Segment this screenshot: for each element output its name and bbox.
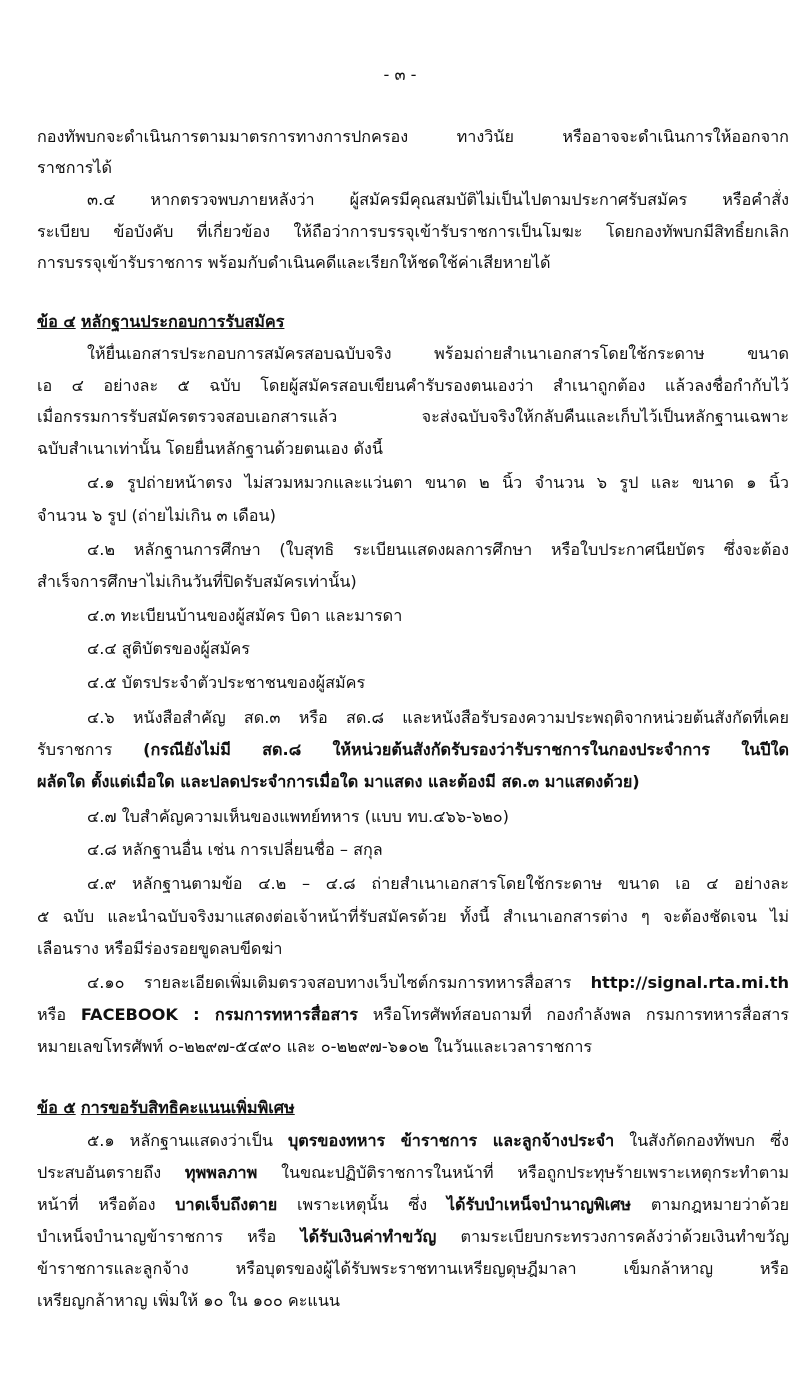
section-5-heading (37, 1097, 789, 1123)
paragraph-line: ให้ยื่นเอกสารประกอบการสมัครสอบฉบับจริง พร้อมถ่ายสำเนาเอกสารโดยใช้กระดาษ ขนาด (87, 344, 789, 363)
list-item-4-3: ๔.๓ ทะเบียนบ้านของผู้สมัคร บิดา และมารดา (87, 606, 403, 625)
facebook-reference: FACEBOOK : กรมการทหารสื่อสาร (80, 1005, 359, 1024)
paragraph-line: ๓.๔ หากตรวจพบภายหลังว่า ผู้สมัครมีคุณสมบัติไม่เป็นไปตามประกาศรับสมัคร หรือคำสั่ง (87, 190, 789, 209)
section-4-number: ข้อ ๔ (37, 312, 76, 331)
list-item-4-6: ๔.๖ หนังสือสำคัญ สด.๓ หรือ สด.๘ และหนังสือรับรองความประพฤติจากหน่วยต้นสังกัดที่เคย (87, 708, 789, 727)
section-4-heading (37, 311, 789, 337)
list-item-4-4: ๔.๔ สูติบัตรของผู้สมัคร (87, 639, 250, 658)
list-item-5-1-cont: ข้าราชการและลูกจ้าง หรือบุตรของผู้ได้รับพระราชทานเหรียญดุษฎีมาลา เข็มกล้าหาญ หรือ (37, 1259, 789, 1278)
text-span: ตามระเบียบกระทรวงการคลังว่าด้วยเงินทำขวัญ (436, 1227, 789, 1246)
bold-text: ได้รับบำเหน็จบำนาญพิเศษ (446, 1195, 632, 1214)
paragraph-line: กองทัพบกจะดำเนินการตามมาตรการทางการปกครอง ทางวินัย หรืออาจจะดำเนินการให้ออกจาก (37, 127, 789, 146)
list-item-4-6-cont (37, 771, 789, 797)
list-item-4-10 (87, 972, 789, 998)
list-item-4-9: ๔.๙ หลักฐานตามข้อ ๔.๒ – ๔.๘ ถ่ายสำเนาเอกสารโดยใช้กระดาษ ขนาด เอ ๔ อย่างละ (87, 874, 789, 893)
text-span: ในสังกัดกองทัพบก ซึ่ง (614, 1131, 789, 1150)
list-item-4-5: ๔.๕ บัตรประจำตัวประชาชนของผู้สมัคร (87, 673, 366, 692)
bold-text: (กรณียังไม่มี สด.๘ ให้หน่วยต้นสังกัดรับรองว่ารับราชการในกองประจำการ ในปีใด (143, 740, 789, 759)
text-span: ประสบอันตรายถึง (37, 1163, 185, 1182)
list-item-4-10-cont: หมายเลขโทรศัพท์ ๐-๒๒๙๗-๕๔๙๐ และ ๐-๒๒๙๗-๖๑๐๒ ในวันและเวลาราชการ (37, 1037, 593, 1056)
list-item-4-7: ๔.๗ ใบสำคัญความเห็นของแพทย์ทหาร (แบบ ทบ.๔๖๖-๖๒๐) (87, 807, 509, 826)
paragraph-line: เมื่อกรรมการรับสมัครตรวจสอบเอกสารแล้ว จะส่งฉบับจริงให้กลับคืนและเก็บไว้เป็นหลักฐานเฉพาะ (37, 407, 789, 426)
text-span: รับราชการ (37, 740, 144, 759)
bold-text: บุตรของทหาร ข้าราชการ และลูกจ้างประจำ (287, 1131, 615, 1150)
paragraph-line: การบรรจุเข้ารับราชการ พร้อมกับดำเนินคดีและเรียกให้ชดใช้ค่าเสียหายได้ (37, 253, 551, 272)
paragraph-line: ราชการได้ (37, 158, 113, 177)
bold-text: ผลัดใด ตั้งแต่เมื่อใด และปลดประจำการเมื่อใด มาแสดง และต้องมี สด.๓ มาแสดงด้วย) (37, 772, 640, 791)
text-span: ในขณะปฏิบัติราชการในหน้าที่ หรือถูกประทุษร้ายเพราะเหตุกระทำตาม (257, 1163, 789, 1182)
text-span: บำเหน็จบำนาญข้าราชการ หรือ (37, 1227, 301, 1246)
section-5-title: การขอรับสิทธิคะแนนเพิ่มพิเศษ (80, 1098, 295, 1117)
list-item-4-9-cont: ๕ ฉบับ และนำฉบับจริงมาแสดงต่อเจ้าหน้าที่รับสมัครด้วย ทั้งนี้ สำเนาเอกสารต่าง ๆ จะต้องชัดเจน ไม่ (37, 907, 789, 926)
list-item-5-1-cont (37, 1226, 789, 1252)
website-link[interactable]: http://signal.rta.mi.th (590, 973, 789, 992)
list-item-4-8: ๔.๘ หลักฐานอื่น เช่น การเปลี่ยนชื่อ – สกุล (87, 840, 383, 859)
text-span: ตามกฎหมายว่าด้วย (631, 1195, 789, 1214)
list-item-4-1: ๔.๑ รูปถ่ายหน้าตรง ไม่สวมหมวกและแว่นตา ขนาด ๒ นิ้ว จำนวน ๖ รูป และ ขนาด ๑ นิ้ว (87, 473, 789, 492)
text-span: ๕.๑ หลักฐานแสดงว่าเป็น (87, 1131, 288, 1150)
list-item-4-1-cont: จำนวน ๖ รูป (ถ่ายไม่เกิน ๓ เดือน) (37, 506, 276, 525)
bold-text: บาดเจ็บถึงตาย (175, 1195, 278, 1214)
list-item-4-2-cont: สำเร็จการศึกษาไม่เกินวันที่ปิดรับสมัครเท่านั้น) (37, 572, 357, 591)
list-item-5-1-cont (37, 1194, 789, 1220)
bold-text: ทุพพลภาพ (184, 1163, 258, 1182)
list-item-4-6-cont (37, 739, 789, 765)
page-number: - ๓ - (383, 65, 417, 84)
list-item-4-10-cont (37, 1004, 789, 1030)
text-span: หรือโทรศัพท์สอบถามที่ กองกำลังพล กรมการทหารสื่อสาร (358, 1005, 789, 1024)
paragraph-line: ฉบับสำเนาเท่านั้น โดยยื่นหลักฐานด้วยตนเอง ดังนี้ (37, 439, 383, 458)
section-5-number: ข้อ ๕ (37, 1098, 76, 1117)
text-span: หน้าที่ หรือต้อง (37, 1195, 176, 1214)
bold-text: ได้รับเงินค่าทำขวัญ (300, 1227, 437, 1246)
section-4-title: หลักฐานประกอบการรับสมัคร (80, 312, 285, 331)
paragraph-line: ระเบียบ ข้อบังคับ ที่เกี่ยวข้อง ให้ถือว่าการบรรจุเข้ารับราชการเป็นโมฆะ โดยกองทัพบกมีสิทธิ์ยกเลิก (37, 222, 789, 241)
text-span: เพราะเหตุนั้น ซึ่ง (277, 1195, 447, 1214)
list-item-4-2: ๔.๒ หลักฐานการศึกษา (ใบสุทธิ ระเบียนแสดงผลการศึกษา หรือใบประกาศนียบัตร ซึ่งจะต้อง (87, 540, 789, 559)
list-item-5-1-cont (37, 1162, 789, 1188)
list-item-5-1 (87, 1130, 789, 1156)
text-span: ๔.๑๐ รายละเอียดเพิ่มเติมตรวจสอบทางเว็บไซต์กรมการทหารสื่อสาร (87, 973, 591, 992)
list-item-4-9-cont: เลือนราง หรือมีร่องรอยขูดลบขีดฆ่า (37, 939, 283, 958)
list-item-5-1-cont: เหรียญกล้าหาญ เพิ่มให้ ๑๐ ใน ๑๐๐ คะแนน (37, 1291, 340, 1310)
paragraph-line: เอ ๔ อย่างละ ๕ ฉบับ โดยผู้สมัครสอบเขียนคำรับรองตนเองว่า สำเนาถูกต้อง แล้วลงชื่อกำกับไว้ (37, 376, 789, 395)
text-span: หรือ (37, 1005, 81, 1024)
